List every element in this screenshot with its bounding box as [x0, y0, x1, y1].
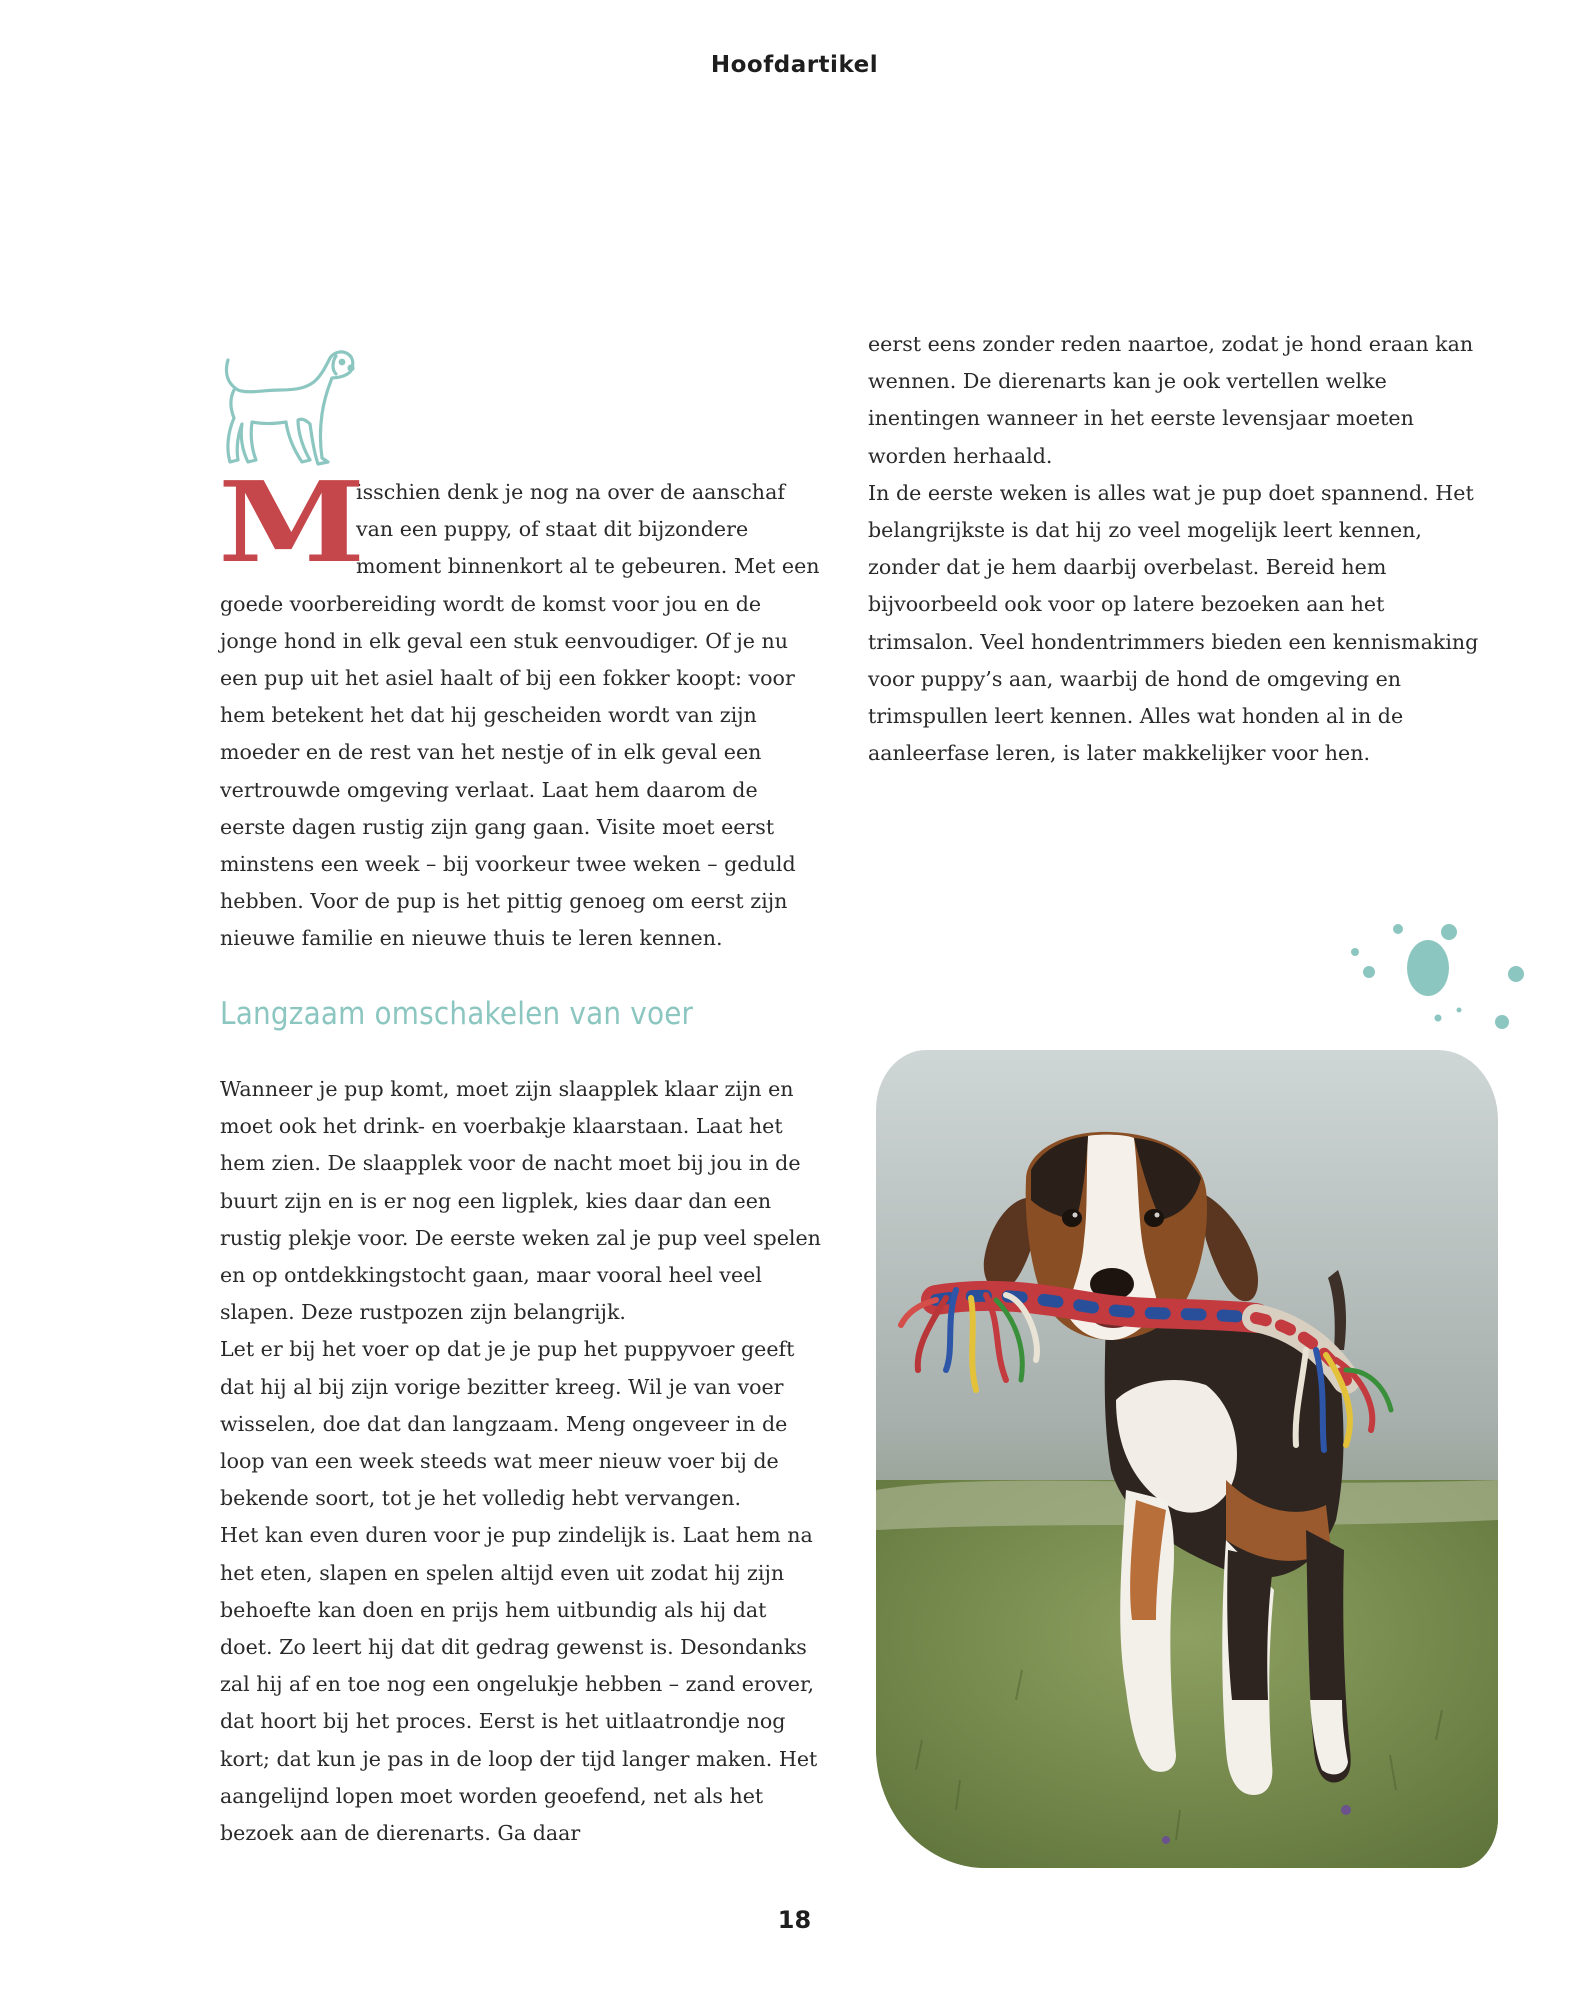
intro-paragraph — [218, 458, 825, 958]
paint-splash-icon — [1340, 910, 1540, 1040]
dog-outline-icon — [218, 344, 358, 472]
puppy-photo — [876, 1050, 1498, 1868]
paragraph: Let er bij het voer op dat je je pup het puppyvoer geeft dat hij al bij zijn vorige bezitter kreeg. Wil je van voer wisselen, doe dat dan langzaam. Meng ongeveer in de loop van een week steeds wat meer nieuw voer bij de bekende soort, tot je het volledig hebt vervangen. — [220, 1337, 795, 1511]
paragraph: Wanneer je pup komt, moet zijn slaapplek klaar zijn en moet ook het drink- en voerbakje klaarstaan. Laat het hem zien. De slaapplek voor de nacht moet bij jou in de buurt zijn en is er nog een ligplek, kies daar dan een rustig plekje voor. De eerste weken zal je pup veel spelen en op ontdekkingstocht gaan, maar vooral heel veel slapen. Deze rustpozen zijn belangrijk. — [220, 1077, 821, 1325]
dropcap: M — [218, 458, 366, 588]
section-label: Hoofdartikel — [710, 52, 879, 78]
page-number: 18 — [777, 1906, 812, 1934]
right-column — [868, 326, 1480, 772]
beagle-puppy-photo-icon — [876, 1050, 1498, 1868]
intro-text: isschien denk je nog na over de aanschaf van een puppy, of staat dit bijzondere moment binnenkort al te gebeuren. Met een goede voorbereiding wordt de komst voor jou en de jonge hond in elk geval een stuk eenvoudiger. Of je nu een pup uit het asiel haalt of bij een fokker koopt: voor hem betekent het dat hij gescheiden wordt van zijn moeder en de rest van het nestje of in elk geval een vertrouwde omgeving verlaat. Laat hem daarom de eerste dagen rustig zijn gang gaan. Visite moet eerst minstens een week – bij voorkeur twee weken – geduld hebben. Voor de pup is het pittig genoeg om eerst zijn nieuwe familie en nieuwe thuis te leren kennen. — [220, 480, 820, 951]
subheading: Langzaam omschakelen van voer — [220, 996, 694, 1032]
paragraph: In de eerste weken is alles wat je pup doet spannend. Het belangrijkste is dat hij zo veel mogelijk leert kennen, zonder dat je hem daarbij overbelast. Bereid hem bijvoorbeeld ook voor op latere bezoeken aan het trimsalon. Veel hondentrimmers bieden een kennismaking voor puppy’s aan, waarbij de hond de omgeving en trimspullen leert kennen. Alles wat honden al in de aanleerfase leren, is later makkelijker voor hen. — [868, 480, 1479, 766]
section-body — [220, 1071, 825, 1852]
paragraph: eerst eens zonder reden naartoe, zodat je hond eraan kan wennen. De dierenarts kan je ook vertellen welke inentingen wanneer in het eerste levensjaar moeten worden herhaald. — [868, 332, 1474, 468]
paragraph: Het kan even duren voor je pup zindelijk is. Laat hem na het eten, slapen en spelen altijd even uit zodat hij zijn behoefte kan doen en prijs hem uitbundig als hij dat doet. Zo leert hij dat dit gedrag gewenst is. Desondanks zal hij af en toe nog een ongelukje hebben – zand erover, dat hoort bij het proces. Eerst is het uitlaatrondje nog kort; dat kun je pas in de loop der tijd langer maken. Het aangelijnd lopen moet worden geoefend, net als het bezoek aan de dierenarts. Ga daar — [220, 1523, 818, 1846]
